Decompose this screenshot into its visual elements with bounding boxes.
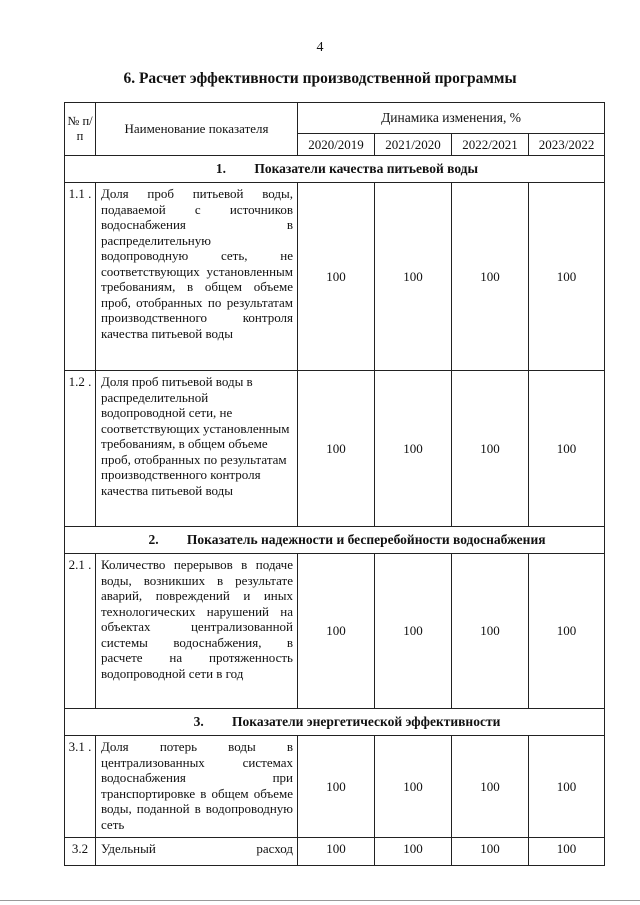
section-title: Показатели качества питьевой воды <box>254 161 479 176</box>
row-value: 100 <box>375 736 452 838</box>
row-number: 3.1 . <box>65 736 96 838</box>
header-period: 2020/2019 <box>298 134 375 156</box>
table-row <box>65 183 605 371</box>
header-period: 2022/2021 <box>452 134 529 156</box>
header-name: Наименование показателя <box>96 103 298 156</box>
row-name: Удельный расход <box>96 838 298 866</box>
table-row <box>65 736 605 838</box>
row-value: 100 <box>529 183 605 371</box>
row-value: 100 <box>375 838 452 866</box>
row-value: 100 <box>529 838 605 866</box>
header-dynamics: Динамика изменения, % <box>298 103 605 134</box>
page-title: 6. Расчет эффективности производственной программы <box>123 70 517 87</box>
row-value: 100 <box>452 183 529 371</box>
row-value: 100 <box>375 183 452 371</box>
row-name: Количество перерывов в подаче воды, возникших в результате аварий, повреждений и иных технологических нарушений на объектах централизованной системы водоснабжения, в расчете на протяженность водопроводной сети в год <box>96 554 298 709</box>
header-period: 2023/2022 <box>529 134 605 156</box>
section-number: 2. <box>148 532 159 547</box>
row-value: 100 <box>452 838 529 866</box>
row-value: 100 <box>452 371 529 527</box>
row-value: 100 <box>375 371 452 527</box>
row-name: Доля проб питьевой воды в распределительной водопроводной сети, не соответствующих установленным требованиям, в общем объеме проб, отобранных по результатам производственного контроля качества питьевой воды <box>96 371 298 527</box>
row-value: 100 <box>375 554 452 709</box>
efficiency-table <box>64 102 605 866</box>
row-value: 100 <box>529 371 605 527</box>
row-value: 100 <box>529 736 605 838</box>
header-period: 2021/2020 <box>375 134 452 156</box>
section-header <box>65 709 605 736</box>
table-row <box>65 371 605 527</box>
row-value: 100 <box>298 838 375 866</box>
section-number: 1. <box>215 161 227 176</box>
row-value: 100 <box>452 554 529 709</box>
row-number: 1.2 . <box>65 371 96 527</box>
scan-edge-line <box>0 900 640 901</box>
row-number: 2.1 . <box>65 554 96 709</box>
section-header <box>65 527 605 554</box>
row-value: 100 <box>298 736 375 838</box>
row-value: 100 <box>298 371 375 527</box>
row-number: 3.2 <box>65 838 96 866</box>
table-row <box>65 838 605 866</box>
row-value: 100 <box>529 554 605 709</box>
row-value: 100 <box>298 554 375 709</box>
row-name: Доля проб питьевой воды, подаваемой с источников водоснабжения в распределительную водопроводную сеть, не соответствующих установленным требованиям, в общем объеме проб, отобранных по результатам производственного контроля качества питьевой воды <box>96 183 298 371</box>
section-header <box>65 156 605 183</box>
row-value: 100 <box>298 183 375 371</box>
header-number: № п/п <box>65 103 96 156</box>
section-number: 3. <box>193 714 204 729</box>
row-value: 100 <box>452 736 529 838</box>
page-number: 4 <box>316 40 324 55</box>
row-number: 1.1 . <box>65 183 96 371</box>
section-title: Показатели энергетической эффективности <box>232 714 501 729</box>
table-row <box>65 554 605 709</box>
row-name: Доля потерь воды в централизованных системах водоснабжения при транспортировке в общем объеме воды, поданной в водопроводную сеть <box>96 736 298 838</box>
section-title: Показатель надежности и бесперебойности водоснабжения <box>186 532 546 547</box>
